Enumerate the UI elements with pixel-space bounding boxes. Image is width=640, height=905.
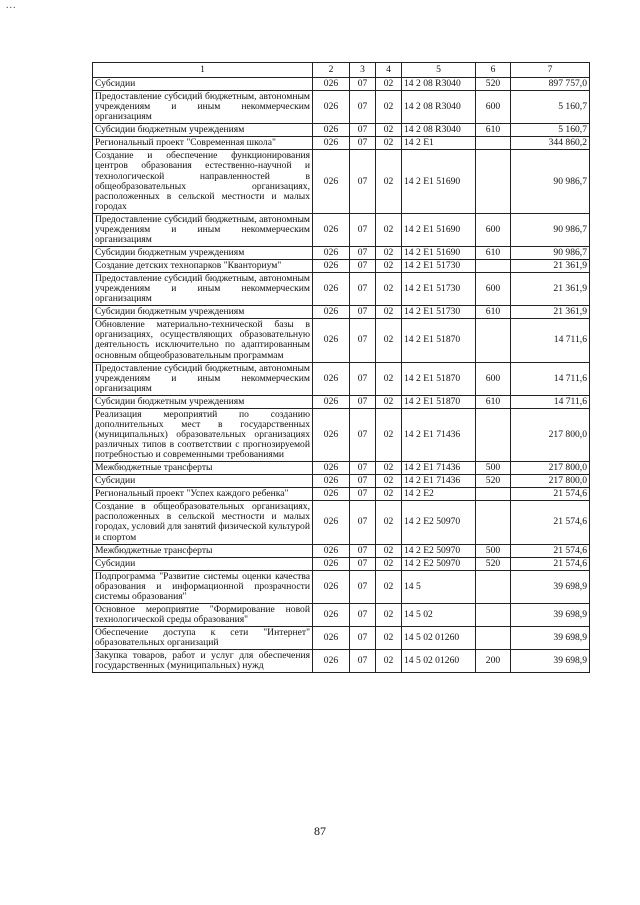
row-subsection: 02 bbox=[376, 150, 402, 213]
row-ved: 026 bbox=[313, 319, 350, 362]
row-name: Предоставление субсидий бюджетным, автономным учреждениям и иным некоммерческим организациям bbox=[93, 213, 313, 246]
row-target-article: 14 2 E1 51730 bbox=[402, 273, 476, 306]
row-subsection: 02 bbox=[376, 475, 402, 488]
col-header: 6 bbox=[476, 63, 511, 78]
row-target-article: 14 2 E2 50970 bbox=[402, 544, 476, 557]
row-section: 07 bbox=[350, 319, 376, 362]
col-header: 4 bbox=[376, 63, 402, 78]
row-section: 07 bbox=[350, 488, 376, 501]
row-section: 07 bbox=[350, 150, 376, 213]
table-row bbox=[93, 260, 590, 273]
row-subsection: 02 bbox=[376, 273, 402, 306]
row-expense-type: 520 bbox=[476, 78, 511, 91]
row-name: Создание в общеобразовательных организациях, расположенных в сельской местности и малых городах, условий для занятий физической культурой и спортом bbox=[93, 501, 313, 544]
row-target-article: 14 5 02 bbox=[402, 603, 476, 626]
row-target-article: 14 2 E1 71436 bbox=[402, 462, 476, 475]
row-expense-type: 520 bbox=[476, 557, 511, 570]
row-expense-type bbox=[476, 137, 511, 150]
row-target-article: 14 2 08 R3040 bbox=[402, 91, 476, 124]
table-row bbox=[93, 557, 590, 570]
row-ved: 026 bbox=[313, 91, 350, 124]
row-expense-type bbox=[476, 603, 511, 626]
scan-mark: ... bbox=[6, 0, 17, 11]
table-row bbox=[93, 150, 590, 213]
table-row bbox=[93, 501, 590, 544]
row-amount: 21 574,6 bbox=[511, 501, 590, 544]
row-name: Реализация мероприятий по созданию дополнительных мест в государственных (муниципальных) образовательных организациях различных типов в соответствии с прогнозируемой потребностью и современными требованиями bbox=[93, 408, 313, 461]
table-row bbox=[93, 462, 590, 475]
row-section: 07 bbox=[350, 246, 376, 259]
col-header: 3 bbox=[350, 63, 376, 78]
row-name: Обновление материально-технической базы в организациях, осуществляющих образовательную деятельность исключительно по адаптированным основным общеобразовательным программам bbox=[93, 319, 313, 362]
table-row bbox=[93, 650, 590, 673]
row-target-article: 14 2 E1 51730 bbox=[402, 260, 476, 273]
row-amount: 5 160,7 bbox=[511, 124, 590, 137]
row-expense-type: 610 bbox=[476, 246, 511, 259]
col-header: 1 bbox=[93, 63, 313, 78]
row-subsection: 02 bbox=[376, 362, 402, 395]
row-expense-type: 600 bbox=[476, 273, 511, 306]
row-target-article: 14 2 E1 51870 bbox=[402, 395, 476, 408]
row-subsection: 02 bbox=[376, 570, 402, 603]
row-amount: 39 698,9 bbox=[511, 603, 590, 626]
row-amount: 39 698,9 bbox=[511, 570, 590, 603]
row-ved: 026 bbox=[313, 557, 350, 570]
row-section: 07 bbox=[350, 91, 376, 124]
row-amount: 21 361,9 bbox=[511, 306, 590, 319]
row-subsection: 02 bbox=[376, 627, 402, 650]
row-section: 07 bbox=[350, 306, 376, 319]
table-row bbox=[93, 273, 590, 306]
row-target-article: 14 2 08 R3040 bbox=[402, 124, 476, 137]
row-amount: 21 574,6 bbox=[511, 488, 590, 501]
col-header: 2 bbox=[313, 63, 350, 78]
row-ved: 026 bbox=[313, 273, 350, 306]
table-row bbox=[93, 213, 590, 246]
row-section: 07 bbox=[350, 273, 376, 306]
table-row bbox=[93, 570, 590, 603]
row-amount: 14 711,6 bbox=[511, 395, 590, 408]
row-ved: 026 bbox=[313, 124, 350, 137]
row-expense-type bbox=[476, 570, 511, 603]
row-name: Создание детских технопарков "Кванториум" bbox=[93, 260, 313, 273]
row-expense-type: 200 bbox=[476, 650, 511, 673]
row-target-article: 14 2 E1 71436 bbox=[402, 475, 476, 488]
row-ved: 026 bbox=[313, 260, 350, 273]
row-target-article: 14 2 E2 bbox=[402, 488, 476, 501]
row-name: Субсидии bbox=[93, 557, 313, 570]
row-ved: 026 bbox=[313, 475, 350, 488]
row-target-article: 14 5 02 01260 bbox=[402, 627, 476, 650]
table-row bbox=[93, 137, 590, 150]
row-section: 07 bbox=[350, 260, 376, 273]
row-subsection: 02 bbox=[376, 395, 402, 408]
row-section: 07 bbox=[350, 395, 376, 408]
row-ved: 026 bbox=[313, 650, 350, 673]
row-ved: 026 bbox=[313, 488, 350, 501]
row-name: Региональный проект "Успех каждого ребенка" bbox=[93, 488, 313, 501]
row-name: Подпрограмма "Развитие системы оценки качества образования и информационной прозрачности системы образования" bbox=[93, 570, 313, 603]
row-name: Предоставление субсидий бюджетным, автономным учреждениям и иным некоммерческим организациям bbox=[93, 362, 313, 395]
row-amount: 5 160,7 bbox=[511, 91, 590, 124]
row-section: 07 bbox=[350, 408, 376, 461]
row-expense-type: 500 bbox=[476, 462, 511, 475]
row-ved: 026 bbox=[313, 603, 350, 626]
col-header: 5 bbox=[402, 63, 476, 78]
row-amount: 21 361,9 bbox=[511, 273, 590, 306]
row-target-article: 14 2 E1 51870 bbox=[402, 319, 476, 362]
row-expense-type: 520 bbox=[476, 475, 511, 488]
row-amount: 39 698,9 bbox=[511, 627, 590, 650]
row-name: Основное мероприятие "Формирование новой технологической среды образования" bbox=[93, 603, 313, 626]
table-row bbox=[93, 91, 590, 124]
row-ved: 026 bbox=[313, 78, 350, 91]
row-expense-type bbox=[476, 260, 511, 273]
row-name: Субсидии бюджетным учреждениям bbox=[93, 395, 313, 408]
row-amount: 344 860,2 bbox=[511, 137, 590, 150]
row-section: 07 bbox=[350, 462, 376, 475]
row-subsection: 02 bbox=[376, 557, 402, 570]
row-expense-type: 600 bbox=[476, 91, 511, 124]
row-amount: 90 986,7 bbox=[511, 213, 590, 246]
row-section: 07 bbox=[350, 475, 376, 488]
table-header-row bbox=[93, 63, 590, 78]
row-expense-type bbox=[476, 627, 511, 650]
row-subsection: 02 bbox=[376, 306, 402, 319]
row-target-article: 14 2 E1 51870 bbox=[402, 362, 476, 395]
budget-table bbox=[92, 62, 590, 673]
row-name: Обеспечение доступа к сети "Интернет" образовательных организаций bbox=[93, 627, 313, 650]
row-amount: 14 711,6 bbox=[511, 362, 590, 395]
row-subsection: 02 bbox=[376, 488, 402, 501]
row-name: Субсидии bbox=[93, 475, 313, 488]
row-name: Региональный проект "Современная школа" bbox=[93, 137, 313, 150]
row-section: 07 bbox=[350, 78, 376, 91]
row-target-article: 14 2 E2 50970 bbox=[402, 501, 476, 544]
row-subsection: 02 bbox=[376, 124, 402, 137]
row-ved: 026 bbox=[313, 246, 350, 259]
row-subsection: 02 bbox=[376, 544, 402, 557]
row-amount: 14 711,6 bbox=[511, 319, 590, 362]
row-expense-type: 600 bbox=[476, 362, 511, 395]
table-row bbox=[93, 246, 590, 259]
row-section: 07 bbox=[350, 557, 376, 570]
row-name: Создание и обеспечение функционирования центров образования естественно-научной и технологической направленностей в общеобразовательных организациях, расположенных в сельской местности и малых городах bbox=[93, 150, 313, 213]
row-section: 07 bbox=[350, 501, 376, 544]
row-ved: 026 bbox=[313, 395, 350, 408]
row-ved: 026 bbox=[313, 408, 350, 461]
row-name: Субсидии бюджетным учреждениям bbox=[93, 246, 313, 259]
row-subsection: 02 bbox=[376, 91, 402, 124]
table-row bbox=[93, 627, 590, 650]
row-expense-type bbox=[476, 488, 511, 501]
row-target-article: 14 2 E1 bbox=[402, 137, 476, 150]
row-amount: 90 986,7 bbox=[511, 150, 590, 213]
row-subsection: 02 bbox=[376, 78, 402, 91]
page-number: 87 bbox=[314, 824, 326, 838]
row-ved: 026 bbox=[313, 213, 350, 246]
row-subsection: 02 bbox=[376, 603, 402, 626]
table-row bbox=[93, 124, 590, 137]
row-expense-type: 500 bbox=[476, 544, 511, 557]
row-ved: 026 bbox=[313, 306, 350, 319]
row-name: Предоставление субсидий бюджетным, автономным учреждениям и иным некоммерческим организациям bbox=[93, 91, 313, 124]
row-subsection: 02 bbox=[376, 213, 402, 246]
row-target-article: 14 2 E1 51690 bbox=[402, 213, 476, 246]
row-subsection: 02 bbox=[376, 501, 402, 544]
table-row bbox=[93, 488, 590, 501]
row-name: Межбюджетные трансферты bbox=[93, 544, 313, 557]
row-name: Закупка товаров, работ и услуг для обеспечения государственных (муниципальных) нужд bbox=[93, 650, 313, 673]
row-name: Субсидии бюджетным учреждениям bbox=[93, 306, 313, 319]
row-ved: 026 bbox=[313, 544, 350, 557]
row-target-article: 14 2 E1 71436 bbox=[402, 408, 476, 461]
row-subsection: 02 bbox=[376, 650, 402, 673]
row-expense-type bbox=[476, 319, 511, 362]
row-amount: 21 574,6 bbox=[511, 544, 590, 557]
row-ved: 026 bbox=[313, 627, 350, 650]
row-amount: 39 698,9 bbox=[511, 650, 590, 673]
row-expense-type: 610 bbox=[476, 395, 511, 408]
row-target-article: 14 2 E2 50970 bbox=[402, 557, 476, 570]
row-ved: 026 bbox=[313, 137, 350, 150]
row-section: 07 bbox=[350, 137, 376, 150]
row-expense-type: 600 bbox=[476, 213, 511, 246]
row-target-article: 14 5 02 01260 bbox=[402, 650, 476, 673]
table-row bbox=[93, 362, 590, 395]
row-amount: 217 800,0 bbox=[511, 408, 590, 461]
row-amount: 217 800,0 bbox=[511, 475, 590, 488]
row-name: Предоставление субсидий бюджетным, автономным учреждениям и иным некоммерческим организациям bbox=[93, 273, 313, 306]
row-amount: 217 800,0 bbox=[511, 462, 590, 475]
table-row bbox=[93, 475, 590, 488]
row-subsection: 02 bbox=[376, 408, 402, 461]
row-ved: 026 bbox=[313, 362, 350, 395]
row-section: 07 bbox=[350, 544, 376, 557]
row-amount: 897 757,0 bbox=[511, 78, 590, 91]
table-row bbox=[93, 544, 590, 557]
row-ved: 026 bbox=[313, 570, 350, 603]
row-subsection: 02 bbox=[376, 319, 402, 362]
table-row bbox=[93, 395, 590, 408]
row-target-article: 14 2 08 R3040 bbox=[402, 78, 476, 91]
row-name: Субсидии бюджетным учреждениям bbox=[93, 124, 313, 137]
row-subsection: 02 bbox=[376, 462, 402, 475]
table-body bbox=[93, 78, 590, 673]
row-name: Субсидии bbox=[93, 78, 313, 91]
row-amount: 90 986,7 bbox=[511, 246, 590, 259]
row-subsection: 02 bbox=[376, 260, 402, 273]
row-expense-type: 610 bbox=[476, 124, 511, 137]
row-target-article: 14 5 bbox=[402, 570, 476, 603]
row-subsection: 02 bbox=[376, 137, 402, 150]
row-target-article: 14 2 E1 51730 bbox=[402, 306, 476, 319]
row-section: 07 bbox=[350, 603, 376, 626]
row-subsection: 02 bbox=[376, 246, 402, 259]
row-ved: 026 bbox=[313, 501, 350, 544]
row-name: Межбюджетные трансферты bbox=[93, 462, 313, 475]
row-expense-type bbox=[476, 150, 511, 213]
row-section: 07 bbox=[350, 213, 376, 246]
table-row bbox=[93, 306, 590, 319]
table-row bbox=[93, 319, 590, 362]
row-amount: 21 361,9 bbox=[511, 260, 590, 273]
row-expense-type: 610 bbox=[476, 306, 511, 319]
row-section: 07 bbox=[350, 650, 376, 673]
row-section: 07 bbox=[350, 627, 376, 650]
row-section: 07 bbox=[350, 124, 376, 137]
row-section: 07 bbox=[350, 362, 376, 395]
row-ved: 026 bbox=[313, 150, 350, 213]
row-amount: 21 574,6 bbox=[511, 557, 590, 570]
table-row bbox=[93, 603, 590, 626]
row-section: 07 bbox=[350, 570, 376, 603]
row-ved: 026 bbox=[313, 462, 350, 475]
row-target-article: 14 2 E1 51690 bbox=[402, 246, 476, 259]
table-row bbox=[93, 408, 590, 461]
row-expense-type bbox=[476, 408, 511, 461]
col-header: 7 bbox=[511, 63, 590, 78]
row-expense-type bbox=[476, 501, 511, 544]
table-row bbox=[93, 78, 590, 91]
row-target-article: 14 2 E1 51690 bbox=[402, 150, 476, 213]
